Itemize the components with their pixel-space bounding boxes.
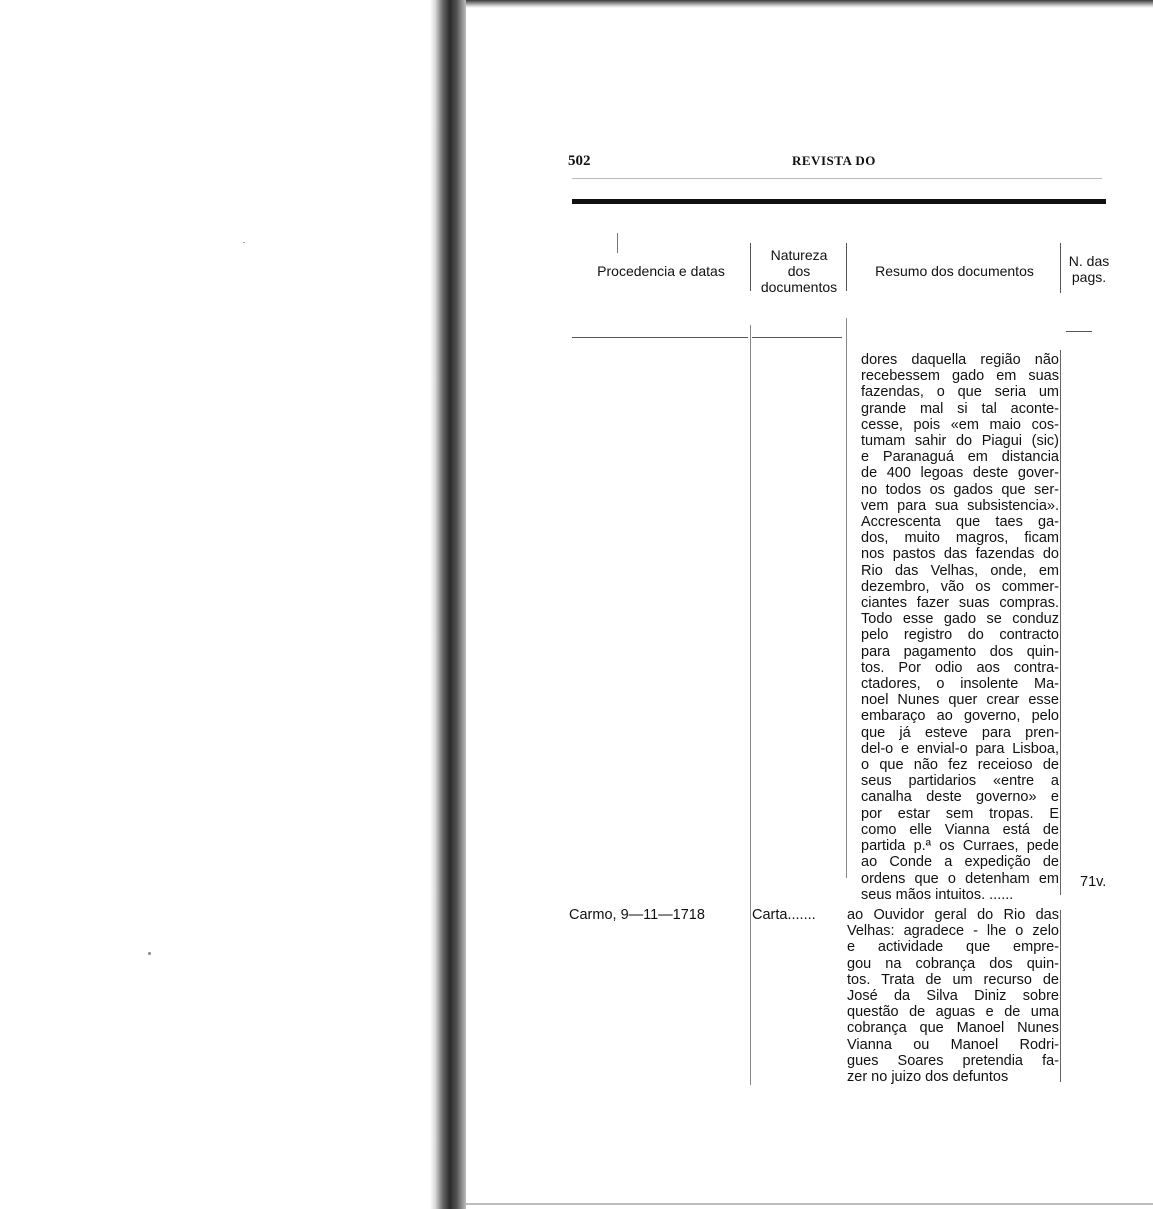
resumo-line: Velhas: agradece - lhe o zelo <box>847 923 1059 940</box>
resumo-line: ao Ouvidor geral do Rio das <box>847 907 1059 923</box>
resumo-line: canalha deste governo» e <box>861 789 1059 806</box>
resumo-line: Todo esse gado se conduz <box>861 611 1059 628</box>
header-separator <box>1066 331 1092 332</box>
column-rule <box>846 318 847 878</box>
resumo-line: vem para sua subsistencia». <box>861 497 1059 514</box>
resumo-line: grande mal si tal aconte- <box>861 400 1059 417</box>
resumo-text-row-2 <box>847 907 1059 1085</box>
resumo-line: noel Nunes quer crear esse <box>861 692 1059 709</box>
column-header-natureza: Natureza dos documentos <box>760 247 838 295</box>
book-spine-shadow <box>430 0 466 1209</box>
column-rule <box>846 243 847 291</box>
resumo-line: ao Conde a expedição de <box>861 854 1059 871</box>
resumo-text-row-1 <box>861 352 1059 903</box>
header-separator <box>572 337 748 338</box>
procedencia-row-2: Carmo, 9—11—1718 <box>569 907 705 923</box>
column-header-resumo: Resumo dos documentos <box>875 263 1034 279</box>
resumo-line: embaraço ao governo, pelo <box>861 708 1059 725</box>
resumo-line: dos, muito magros, ficam <box>861 530 1059 547</box>
resumo-line: pelo registro do contracto <box>861 627 1059 644</box>
column-header-paginas: N. das pags. <box>1068 253 1110 285</box>
resumo-line: gues Soares pretendia fa- <box>847 1052 1059 1069</box>
resumo-line: e actividade que empre- <box>847 939 1059 956</box>
dust-speck <box>243 242 245 243</box>
column-rule <box>617 233 618 253</box>
resumo-line: tos. Por odio aos contra- <box>861 659 1059 676</box>
resumo-line: cesse, pois «em maio cos- <box>861 416 1059 433</box>
column-rule <box>1060 350 1061 895</box>
resumo-line: tos. Trata de um recurso de <box>847 971 1059 988</box>
resumo-line: Accrescenta que taes ga- <box>861 514 1059 531</box>
resumo-line: Rio das Velhas, onde, em <box>861 562 1059 579</box>
resumo-line: por estar sem tropas. E <box>861 805 1059 822</box>
resumo-line: Vianna ou Manoel Rodri- <box>847 1036 1059 1053</box>
resumo-line: dores daquella região não <box>861 352 1059 368</box>
resumo-line: del-o e envial-o para Lisboa, <box>861 740 1059 757</box>
table-top-rule <box>572 199 1106 204</box>
page-ref-row-1: 71v. <box>1080 874 1107 890</box>
resumo-line: de 400 legoas deste gover- <box>861 465 1059 482</box>
resumo-line: zer no juizo dos defuntos <box>847 1069 1009 1086</box>
running-title: REVISTA DO <box>792 153 876 168</box>
resumo-line: José da Silva Diniz sobre <box>847 988 1059 1005</box>
column-rule <box>750 325 751 1085</box>
resumo-line: seus mãos intuitos. ...... <box>861 886 1014 903</box>
column-rule <box>1060 910 1061 1082</box>
resumo-line: para pagamento dos quin- <box>861 643 1059 660</box>
resumo-line: no todos os gados que ser- <box>861 481 1059 498</box>
dust-speck <box>148 952 151 955</box>
natureza-row-2: Carta....... <box>752 907 816 923</box>
resumo-line: o que não fez receioso de <box>861 757 1059 774</box>
header-rule <box>572 178 1102 179</box>
resumo-line: que já esteve para pren- <box>861 724 1059 741</box>
resumo-line: questão de aguas e de uma <box>847 1004 1059 1021</box>
column-rule <box>750 243 751 291</box>
resumo-line: cobrança que Manoel Nunes <box>847 1020 1059 1037</box>
page-bottom-edge <box>466 1203 1153 1205</box>
resumo-line: seus partidarios «entre a <box>861 773 1059 790</box>
resumo-line: dezembro, vão os commer- <box>861 578 1059 595</box>
resumo-line: tumam sahir do Piagui (sic) <box>861 433 1059 450</box>
resumo-line: nos pastos das fazendas do <box>861 546 1059 563</box>
resumo-line: fazendas, o que seria um <box>861 384 1059 401</box>
resumo-line: gou na cobrança dos quin- <box>847 955 1059 972</box>
resumo-line: ordens que o detenham em <box>861 870 1059 887</box>
column-rule <box>1060 243 1061 293</box>
page-top-edge <box>466 0 1153 8</box>
header-separator <box>752 337 842 338</box>
resumo-line: partida p.ª os Curraes, pede <box>861 838 1059 855</box>
resumo-line: ciantes fazer suas compras. <box>861 595 1059 612</box>
page-number: 502 <box>568 153 591 169</box>
column-header-procedencia: Procedencia e datas <box>597 263 725 279</box>
resumo-line: recebessem gado em suas <box>861 368 1059 385</box>
resumo-line: como elle Vianna está de <box>861 821 1059 838</box>
resumo-line: e Paranaguá em distancia <box>861 449 1059 466</box>
resumo-line: ctadores, o insolente Ma- <box>861 676 1059 693</box>
